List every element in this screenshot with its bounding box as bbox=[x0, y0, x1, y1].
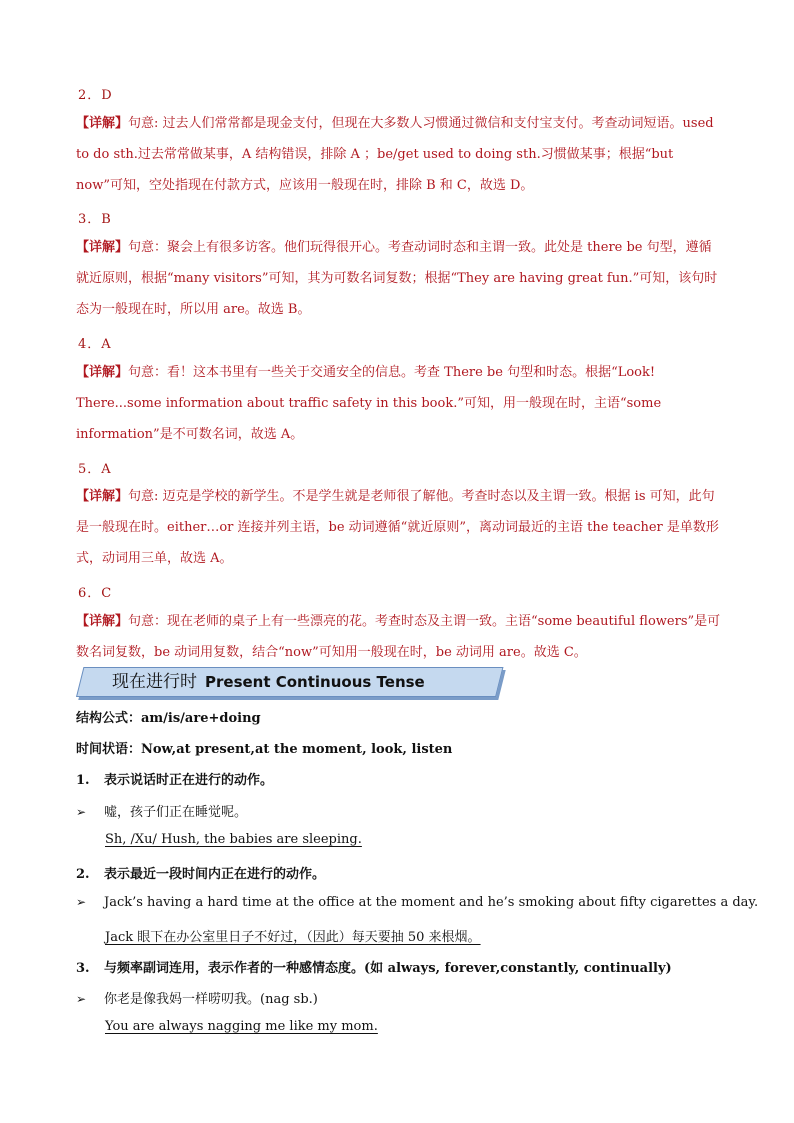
usage-number: 2. bbox=[76, 867, 90, 882]
answer-explanation bbox=[76, 481, 724, 574]
example-translation: Jack 眼下在办公室里日子不好过，（因此）每天要抽 50 来根烟。 bbox=[105, 930, 481, 945]
usage-number: 1. bbox=[76, 773, 90, 788]
answer-number: 3．B bbox=[78, 212, 112, 227]
time-adverbials: 时间状语：Now,at present,at the moment, look, listen bbox=[76, 742, 453, 757]
explanation-text: 句意：现在老师的桌子上有一些漂亮的花。考查时态及主谓一致。主语“some beautiful flowers”是可数名词复数，be 动词用复数，结合“now”可知用一般现在时，be 动词用 are。故选 C。 bbox=[76, 614, 721, 660]
explanation-text: 句意: 迈克是学校的新学生。不是学生就是老师很了解他。考查时态以及主谓一致。根据 is 可知，此句是一般现在时。either…or 连接并列主语，be 动词遵循“就近原则”，离动词最近的主语 the teacher 是单数形式，动词用三单，故选 A。 bbox=[76, 489, 719, 566]
answer-explanation bbox=[76, 357, 724, 450]
arrow-bullet-icon: ➢ bbox=[76, 895, 87, 909]
answer-explanation bbox=[76, 232, 724, 325]
example-text: Jack’s having a hard time at the office at the moment and he’s smoking about fifty cigarettes a day. bbox=[104, 895, 759, 910]
usage-text: 与频率副词连用，表示作者的一种感情态度。(如 always, forever,constantly, continually) bbox=[104, 961, 672, 976]
usage-text: 表示最近一段时间内正在进行的动作。 bbox=[104, 867, 326, 882]
arrow-bullet-icon: ➢ bbox=[76, 805, 87, 819]
detail-tag: 【详解】 bbox=[76, 489, 129, 504]
example-translation: You are always nagging me like my mom. bbox=[105, 1019, 378, 1034]
explanation-text: 句意：看！这本书里有一些关于交通安全的信息。考查 There be 句型和时态。根据“Look! There...some information about traffic safety in this book.”可知，用一般现在时，主语“some information”是不可数名词，故选 A。 bbox=[76, 365, 662, 442]
detail-tag: 【详解】 bbox=[76, 240, 129, 255]
example-item bbox=[76, 801, 247, 820]
example-text: 嘘，孩子们正在睡觉呢。 bbox=[104, 805, 248, 820]
structure-formula: 结构公式：am/is/are+doing bbox=[76, 711, 261, 726]
answer-number: 6．C bbox=[78, 586, 113, 601]
arrow-bullet-icon: ➢ bbox=[76, 992, 87, 1006]
section-title-cn: 现在进行时 bbox=[112, 672, 197, 692]
section-title bbox=[112, 669, 425, 695]
usage-heading bbox=[76, 769, 273, 788]
usage-number: 3. bbox=[76, 961, 90, 976]
detail-tag: 【详解】 bbox=[76, 614, 129, 629]
answer-number: 4．A bbox=[78, 337, 112, 352]
example-item bbox=[76, 988, 318, 1007]
explanation-text: 句意：聚会上有很多访客。他们玩得很开心。考查动词时态和主谓一致。此处是 there be 句型，遵循就近原则，根据“many visitors”可知，其为可数名词复数；根据“They are having great fun.”可知，该句时态为一般现在时，所以用 are。故选 B。 bbox=[76, 240, 718, 317]
detail-tag: 【详解】 bbox=[76, 116, 129, 131]
answer-number: 5．A bbox=[78, 462, 112, 477]
usage-text: 表示说话时正在进行的动作。 bbox=[104, 773, 274, 788]
answer-explanation bbox=[76, 108, 724, 201]
detail-tag: 【详解】 bbox=[76, 365, 129, 380]
answer-explanation bbox=[76, 606, 724, 668]
explanation-text: 句意: 过去人们常常都是现金支付，但现在大多数人习惯通过微信和支付宝支付。考查动词短语。used to do sth.过去常常做某事，A 结构错误，排除 A ；be/get used to doing sth.习惯做某事；根据“but now”可知，空处指现在付款方式，应该用一般现在时，排除 B 和 C，故选 D。 bbox=[76, 116, 714, 193]
example-translation: Sh, /Xu/ Hush, the babies are sleeping. bbox=[105, 832, 362, 847]
example-item bbox=[76, 895, 758, 910]
section-title-en: Present Continuous Tense bbox=[205, 673, 425, 691]
answer-number: 2．D bbox=[78, 88, 113, 103]
usage-heading bbox=[76, 863, 325, 882]
usage-heading bbox=[76, 957, 672, 976]
example-text: 你老是像我妈一样唠叨我。(nag sb.) bbox=[104, 992, 318, 1007]
